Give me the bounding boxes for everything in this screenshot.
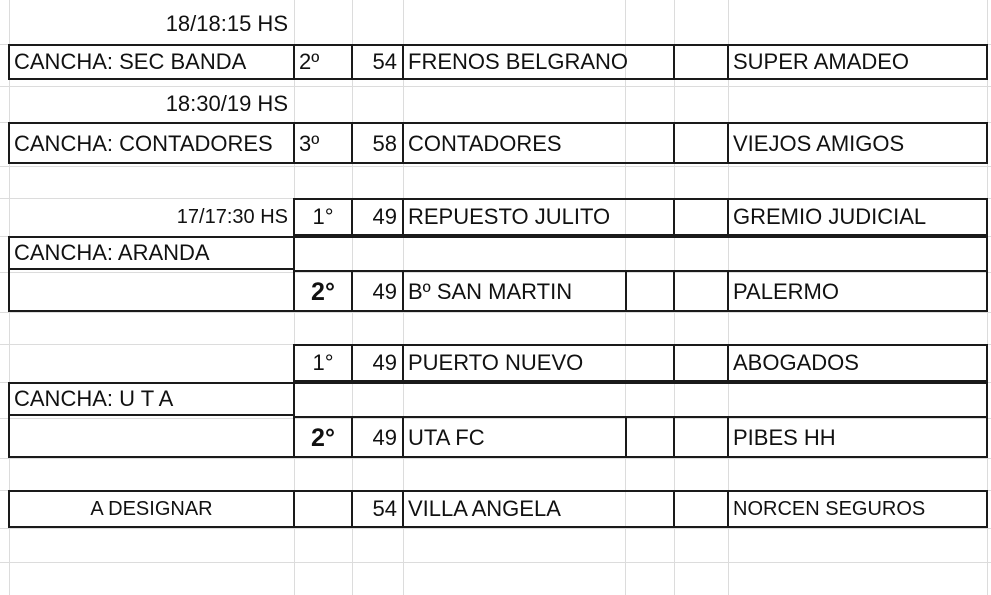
category-cell[interactable]: 54 [372, 496, 397, 521]
venue-cell[interactable]: A DESIGNAR [90, 497, 213, 520]
venue-cell[interactable]: CANCHA: U T A [14, 386, 174, 411]
away-team-cell[interactable]: SUPER AMADEO [733, 49, 910, 74]
division-cell[interactable]: 2° [311, 277, 335, 306]
division-cell[interactable]: 1° [312, 204, 334, 229]
cell-divider [673, 344, 675, 382]
away-team-cell[interactable]: PIBES HH [733, 425, 836, 450]
division-cell[interactable]: 1° [312, 350, 334, 375]
cell-divider [673, 122, 675, 164]
grid-line [0, 166, 991, 167]
venue-cell[interactable]: CANCHA: ARANDA [14, 240, 210, 265]
away-team-cell[interactable]: VIEJOS AMIGOS [733, 131, 905, 156]
category-cell[interactable]: 49 [372, 279, 397, 304]
cell-divider [625, 418, 627, 458]
away-team-cell[interactable]: GREMIO JUDICIAL [733, 204, 927, 229]
category-cell[interactable]: 49 [372, 425, 397, 450]
home-team-cell[interactable]: CONTADORES [408, 131, 562, 156]
category-cell[interactable]: 49 [372, 204, 397, 229]
cell-divider [625, 272, 627, 312]
home-team-cell[interactable]: VILLA ANGELA [408, 496, 561, 521]
home-team-cell[interactable]: UTA FC [408, 425, 485, 450]
grid-line [0, 458, 991, 459]
cell-divider [673, 198, 675, 236]
division-cell[interactable]: 3º [299, 131, 320, 156]
grid-line [0, 312, 991, 313]
division-cell[interactable]: 2º [299, 49, 320, 74]
home-team-cell[interactable]: Bº SAN MARTIN [408, 279, 573, 304]
venue-cell[interactable]: CANCHA: SEC BANDA [14, 49, 247, 74]
category-cell[interactable]: 49 [372, 350, 397, 375]
cell-divider [673, 44, 675, 80]
cell-divider [293, 490, 295, 528]
cell-divider [673, 418, 675, 458]
venue-cell[interactable]: CANCHA: CONTADORES [14, 131, 273, 156]
home-team-cell[interactable]: REPUESTO JULITO [408, 204, 611, 229]
home-team-cell[interactable]: FRENOS BELGRANO [408, 49, 629, 74]
grid-line [0, 562, 991, 563]
time-slot-2[interactable]: 18:30/19 HS [165, 91, 288, 116]
away-team-cell[interactable]: NORCEN SEGUROS [733, 497, 926, 520]
cell-divider [673, 490, 675, 528]
time-slot-3[interactable]: 17/17:30 HS [176, 205, 288, 228]
home-team-cell[interactable]: PUERTO NUEVO [408, 350, 584, 375]
grid-line [0, 528, 991, 529]
cell-divider [673, 272, 675, 312]
category-cell[interactable]: 58 [372, 131, 397, 156]
category-cell[interactable]: 54 [372, 49, 397, 74]
away-team-cell[interactable]: PALERMO [733, 279, 839, 304]
away-team-cell[interactable]: ABOGADOS [733, 350, 859, 375]
time-slot-1[interactable]: 18/18:15 HS [165, 11, 288, 36]
division-cell[interactable]: 2° [311, 423, 335, 452]
